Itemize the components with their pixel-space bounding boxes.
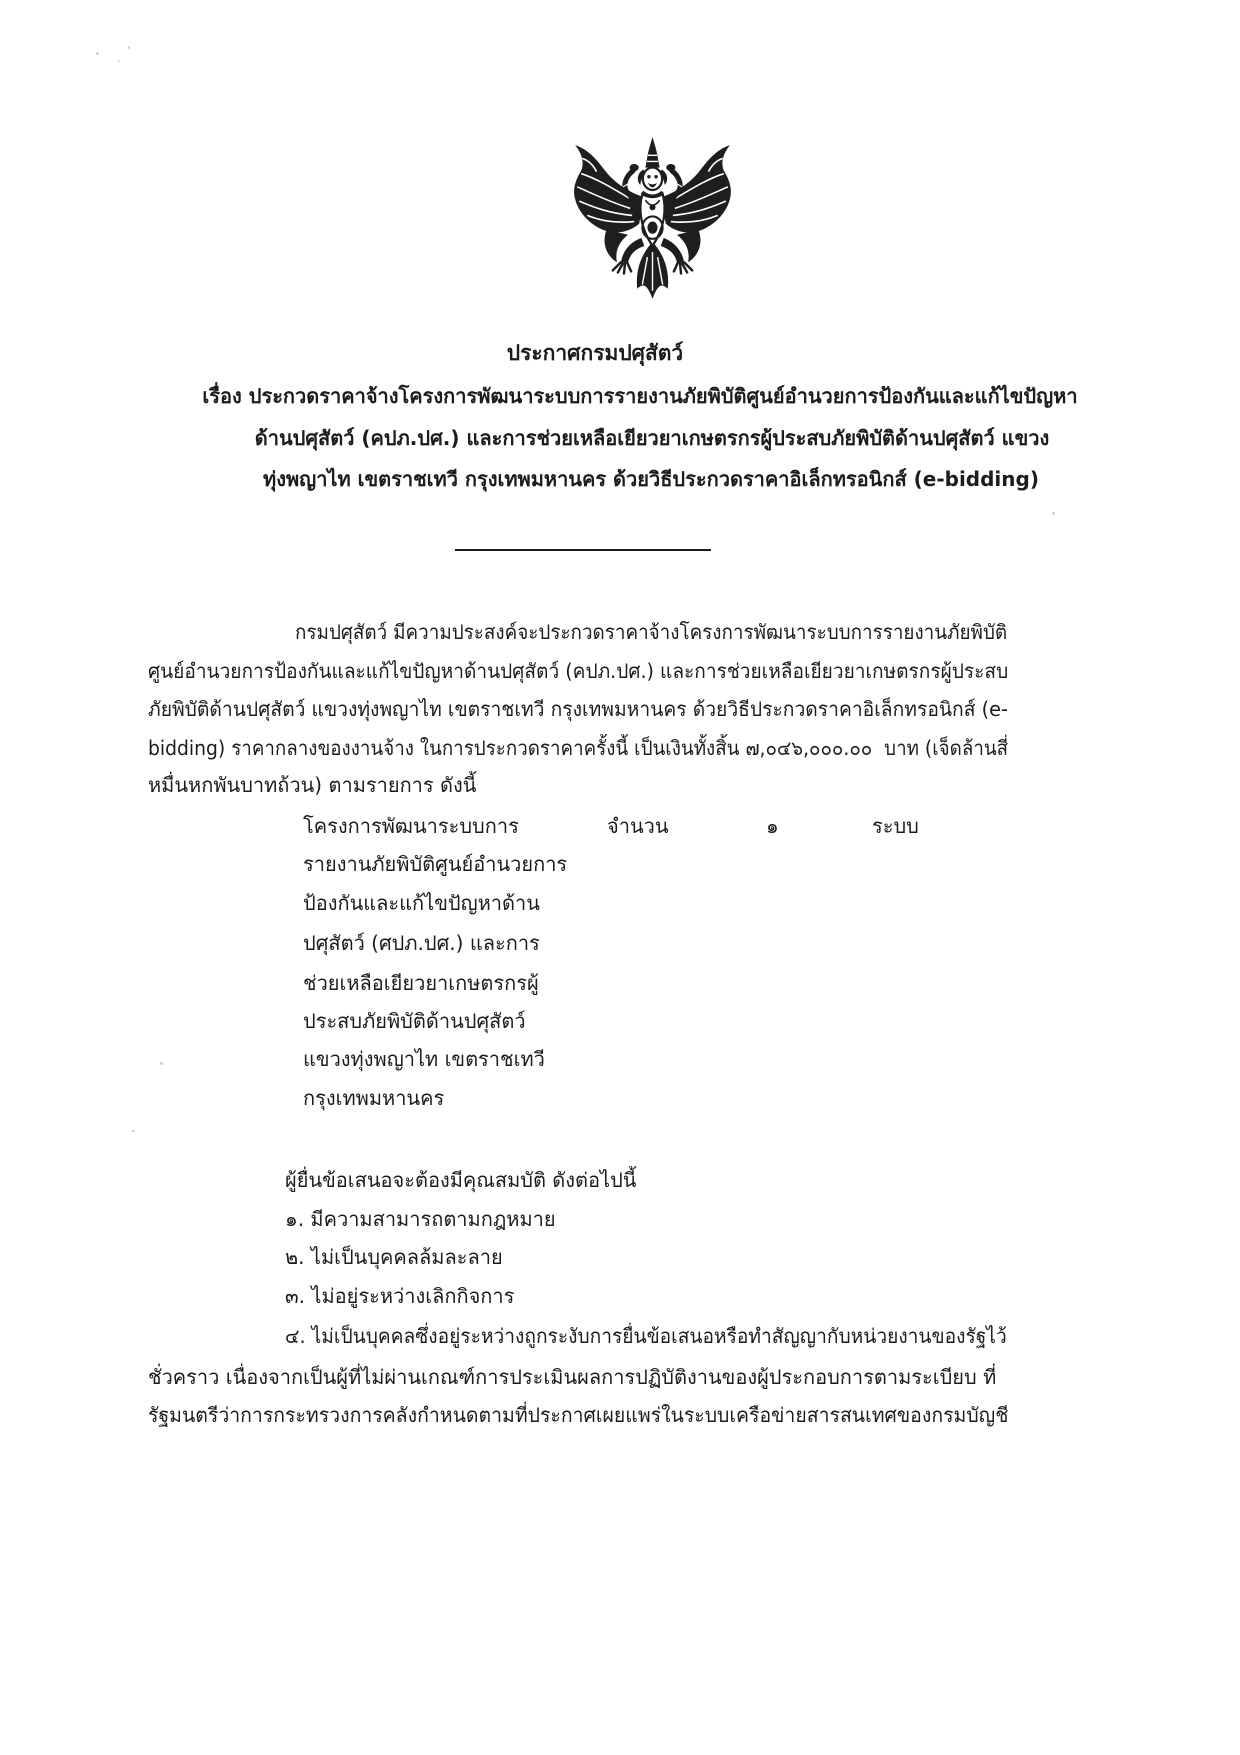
intro-line-1-text: กรมปศุสัตว์ มีความประสงค์จะประกวดราคาจ้างโครงการพัฒนาระบบการรายงานภัยพิบัติ: [295, 620, 1008, 644]
intro-line-1: [295, 617, 1007, 647]
garuda-left-half: [574, 145, 644, 273]
scan-speck: [132, 1130, 135, 1132]
garuda-right-half: [661, 145, 731, 273]
subject-text-2: ด้านปศุสัตว์ (คปภ.ปศ.) และการช่วยเหลือเยียวยาเกษตรกรผู้ประสบภัยพิบัติด้านปศุสัตว์ แขวง: [254, 426, 1050, 450]
item-name-text: แขวงทุ่งพญาไท เขตราชเทวี: [303, 1047, 545, 1071]
item-name-text: รายงานภัยพิบัติศูนย์อำนวยการ: [303, 852, 568, 876]
scan-speck: [96, 52, 99, 55]
item-quantity-label: [607, 811, 737, 841]
intro-line-5: [148, 770, 1008, 800]
title-divider: [455, 549, 711, 551]
garuda-navel: [647, 222, 657, 234]
qualification-item-1: [285, 1204, 985, 1234]
item-unit: [872, 811, 982, 841]
garuda-eye: [654, 175, 657, 178]
garuda-crown: [645, 137, 659, 168]
item-name-text: กรุงเทพมหานคร: [303, 1086, 445, 1110]
qualifications-heading: [285, 1165, 985, 1195]
qualifications-heading-text: ผู้ยื่นข้อเสนอจะต้องมีคุณสมบัติ ดังต่อไปนี้: [285, 1168, 637, 1192]
item-name-line: [303, 1083, 598, 1113]
item-quantity: [766, 811, 816, 841]
qualification-item-4-line-3: [148, 1400, 1008, 1430]
item-name-text: ป้องกันและแก้ไขปัญหาด้าน: [303, 891, 540, 915]
intro-line-4-text: bidding) ราคากลางของงานจ้าง ในการประกวดราคาครั้งนี้ เป็นเงินทั้งสิ้น ๗,๐๔๖,๐๐๐.๐๐ บาท (เจ็ดล้านสี่: [148, 736, 1009, 760]
qualification-item-2-text: ๒. ไม่เป็นบุคคลล้มละลาย: [285, 1245, 503, 1269]
qualification-item-4-text: รัฐมนตรีว่าการกระทรวงการคลังกำหนดตามที่ประกาศเผยแพร่ในระบบเครือข่ายสารสนเทศของกรมบัญชี: [148, 1403, 1009, 1427]
item-quantity-text: ๑: [766, 814, 779, 838]
intro-line-5-text: หมื่นหกพันบาทถ้วน) ตามรายการ ดังนี้: [148, 773, 477, 797]
subject-line-2: [222, 423, 1082, 453]
scan-speck: [1052, 512, 1055, 515]
qualification-item-4-text: ๔. ไม่เป็นบุคคลซึ่งอยู่ระหว่างถูกระงับการยื่นข้อเสนอหรือทำสัญญากับหน่วยงานของรัฐไว้: [285, 1324, 1007, 1348]
intro-line-4: [148, 733, 1008, 763]
item-name-line: [303, 928, 598, 958]
subject-text-3: ทุ่งพญาไท เขตราชเทวี กรุงเทพมหานคร ด้วยวิธีประกวดราคาอิเล็กทรอนิกส์ (e-bidding): [263, 467, 1039, 491]
item-name-text: ปศุสัตว์ (ศปภ.ปศ.) และการ: [303, 931, 540, 955]
intro-line-3: [148, 694, 1008, 724]
item-name-line: [303, 1006, 598, 1036]
qualification-item-4-text: ชั่วคราว เนื่องจากเป็นผู้ที่ไม่ผ่านเกณฑ์การประเมินผลการปฏิบัติงานของผู้ประกอบการตามระเบียบ ที่: [148, 1365, 997, 1389]
scan-speck: [118, 60, 120, 62]
qualification-item-3-text: ๓. ไม่อยู่ระหว่างเลิกกิจการ: [285, 1284, 515, 1308]
item-name-line: [303, 888, 598, 918]
qualification-item-4-line-1: [285, 1321, 1007, 1351]
item-name-line: [303, 849, 598, 879]
garuda-chest-ornament: [649, 204, 655, 210]
announcement-title: [470, 338, 720, 368]
item-name-text: ช่วยเหลือเยียวยาเกษตรกรผู้: [303, 971, 539, 995]
item-unit-text: ระบบ: [872, 814, 919, 838]
item-name-text: ประสบภัยพิบัติด้านปศุสัตว์: [303, 1009, 526, 1033]
item-name-line: [303, 1044, 598, 1074]
garuda-collar: [642, 192, 662, 196]
intro-line-2: [148, 656, 1008, 686]
item-name-line: [303, 968, 598, 998]
subject-line-3: [250, 464, 1052, 494]
subject-label: เรื่อง: [202, 384, 242, 408]
qualification-item-3: [285, 1281, 985, 1311]
item-quantity-label-text: จำนวน: [607, 814, 669, 838]
subject-line-1-text: [202, 381, 1077, 411]
subject-line-1: [168, 381, 1112, 411]
intro-line-3-text: ภัยพิบัติด้านปศุสัตว์ แขวงทุ่งพญาไท เขตราชเทวี กรุงเทพมหานคร ด้วยวิธีประกวดราคาอิเล็กทรอนิกส์ (e-: [148, 697, 1008, 721]
garuda-emblem: [565, 136, 740, 304]
announcement-title-text: ประกาศกรมปศุสัตว์: [506, 341, 684, 365]
qualification-item-1-text: ๑. มีความสามารถตามกฎหมาย: [285, 1207, 556, 1231]
subject-text-1: ประกวดราคาจ้างโครงการพัฒนาระบบการรายงานภัยพิบัติศูนย์อำนวยการป้องกันและแก้ไขปัญหา: [248, 384, 1078, 408]
scan-speck: [128, 46, 130, 49]
intro-line-2-text: ศูนย์อำนวยการป้องกันและแก้ไขปัญหาด้านปศุสัตว์ (คปภ.ปศ.) และการช่วยเหลือเยียวยาเกษตรกรผู้ประสบ: [148, 659, 1009, 683]
qualification-item-4-line-2: [148, 1362, 1008, 1392]
item-name-text: โครงการพัฒนาระบบการ: [303, 814, 519, 838]
qualification-item-2: [285, 1242, 985, 1272]
scan-speck: [160, 1062, 163, 1065]
item-name-line: [303, 811, 598, 841]
garuda-eye: [647, 175, 650, 178]
